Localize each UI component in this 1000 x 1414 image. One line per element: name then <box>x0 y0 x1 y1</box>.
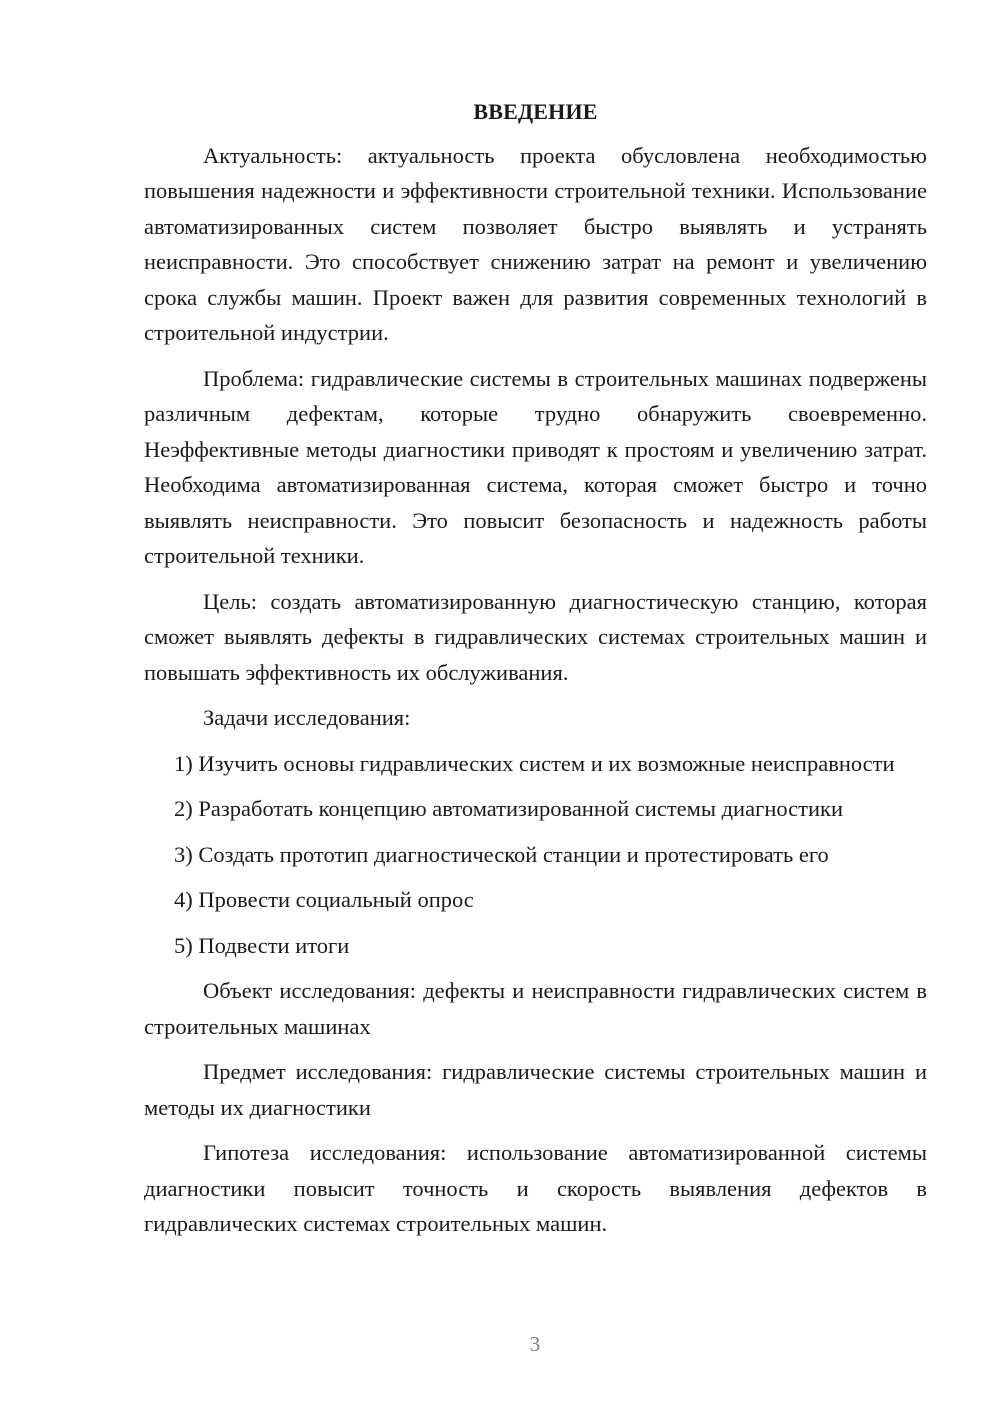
paragraph-relevance: Актуальность: актуальность проекта обусловлена необходимостью повышения надежности и эффективности строительной техники. Использование автоматизированных систем позволяет быстро выявлять и устранять неисправности. Это способствует снижению затрат на ремонт и увеличению срока службы машин. Проект важен для развития современных технологий в строительной индустрии. <box>144 142 927 345</box>
paragraph-object: Объект исследования: дефекты и неисправности гидравлических систем в строительных машинах <box>144 978 927 1039</box>
paragraph-goal: Цель: создать автоматизированную диагностическую станцию, которая сможет выявлять дефекты в гидравлических системах строительных машин и повышать эффективность их обслуживания. <box>144 588 927 685</box>
page-number: 3 <box>529 1332 541 1356</box>
page-content <box>144 94 927 1252</box>
task-item-4: 4) Провести социальный опрос <box>174 887 474 912</box>
task-item-5: 5) Подвести итоги <box>174 932 350 958</box>
paragraph-subject: Предмет исследования: гидравлические системы строительных машин и методы их диагностики <box>144 1059 927 1120</box>
paragraph-tasks-heading: Задачи исследования: <box>203 705 411 730</box>
task-item-3: 3) Создать прототип диагностической станции и протестировать его <box>174 841 829 867</box>
paragraph-hypothesis: Гипотеза исследования: использование автоматизированной системы диагностики повысит точность и скорость выявления дефектов в гидравлических системах строительных машин. <box>144 1140 927 1236</box>
task-item-1: 1) Изучить основы гидравлических систем и их возможные неисправности <box>174 750 895 776</box>
paragraph-problem: Проблема: гидравлические системы в строительных машинах подвержены различным дефектам, которые трудно обнаружить своевременно. Неэффективные методы диагностики приводят к простоям и увеличению затрат. Необходима автоматизированная система, которая сможет быстро и точно выявлять неисправности. Это повысит безопасность и надежность работы строительной техники. <box>144 365 927 568</box>
task-item-2: 2) Разработать концепцию автоматизированной системы диагностики <box>174 796 844 821</box>
section-title: ВВЕДЕНИЕ <box>473 99 598 124</box>
